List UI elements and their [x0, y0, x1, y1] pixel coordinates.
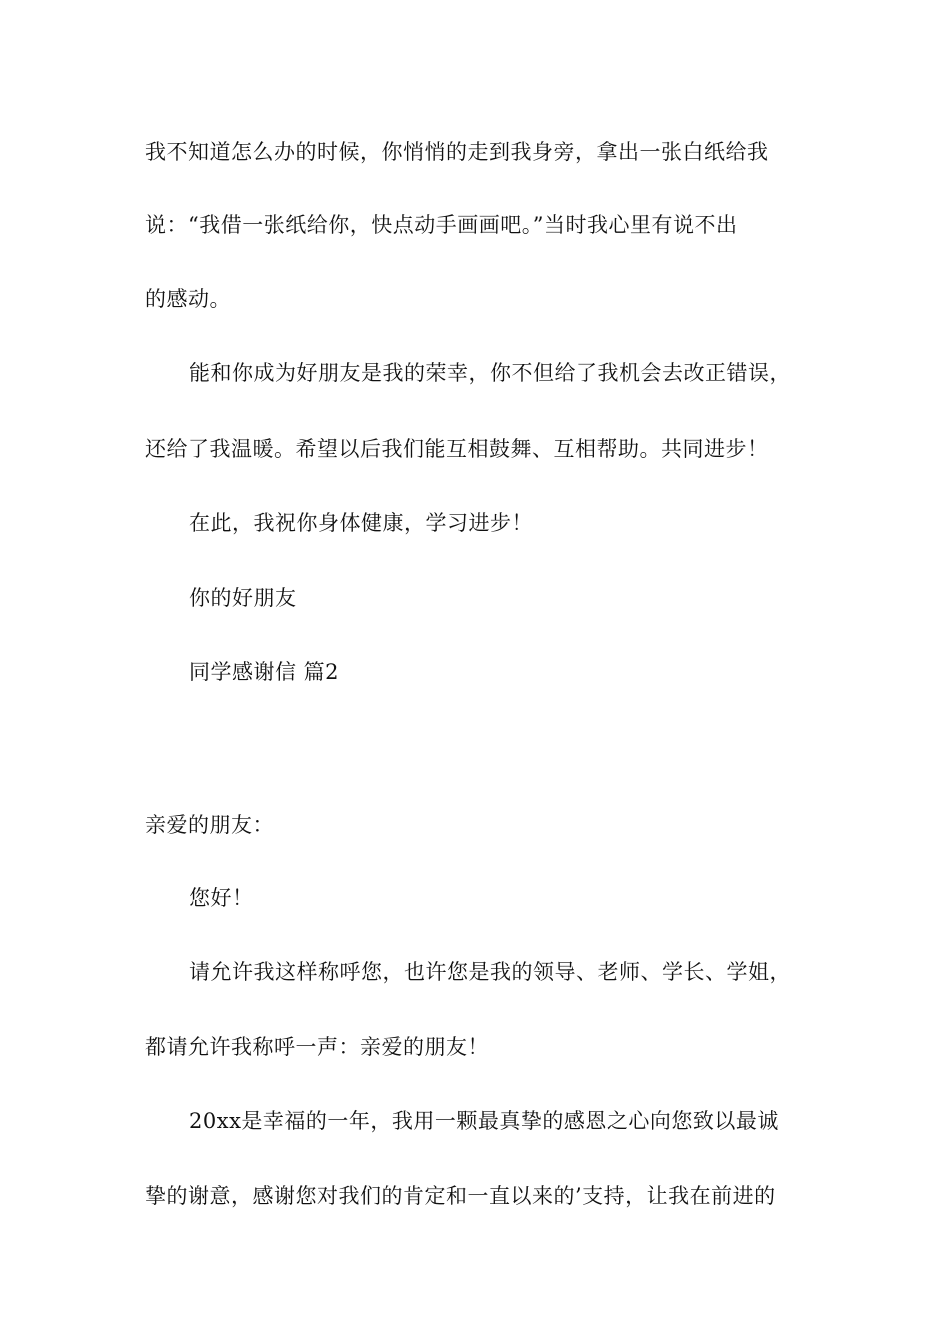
paragraph-start-line: 能和你成为好朋友是我的荣幸，你不但给了我机会去改正错误，: [189, 361, 791, 385]
salutation: 亲爱的朋友：: [145, 813, 274, 837]
closing-wish: 在此，我祝你身体健康，学习进步！: [189, 511, 533, 535]
paragraph-start-line: 20xx是幸福的一年，我用一颗最真挚的感恩之心向您致以最诚: [189, 1109, 779, 1133]
signature: 你的好朋友: [189, 586, 297, 610]
text-line: 的感动。: [145, 287, 231, 311]
paragraph-start-line: 请允许我这样称呼您，也许您是我的领导、老师、学长、学姐，: [189, 960, 791, 984]
section-title: 同学感谢信 篇2: [189, 660, 340, 684]
text-line: 都请允许我称呼一声：亲爱的朋友！: [145, 1035, 489, 1059]
text-line: 还给了我温暖。希望以后我们能互相鼓舞、互相帮助。共同进步！: [145, 437, 769, 461]
text-line: 我不知道怎么办的时候，你悄悄的走到我身旁，拿出一张白纸给我: [145, 140, 769, 164]
text-line: 挚的谢意，感谢您对我们的肯定和一直以来的’支持，让我在前进的: [145, 1184, 776, 1208]
greeting: 您好！: [189, 886, 254, 910]
text-line: 说：“我借一张纸给你，快点动手画画吧。”当时我心里有说不出: [145, 213, 738, 237]
